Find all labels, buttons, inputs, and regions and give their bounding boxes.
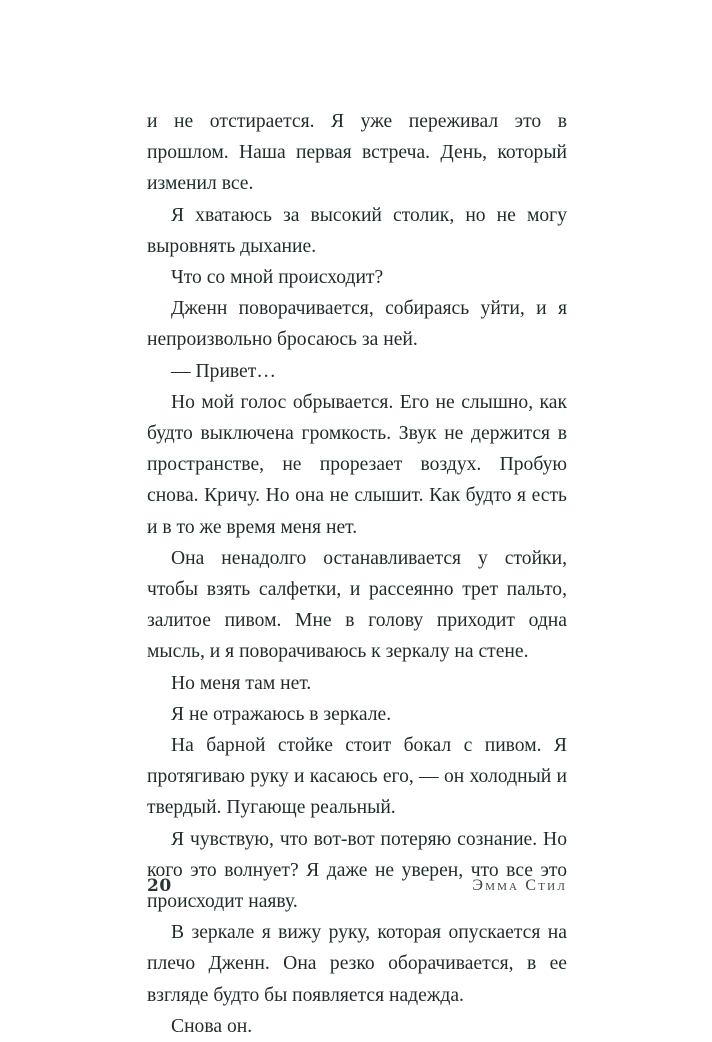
paragraph: В зеркале я вижу руку, которая опускается на плечо Дженн. Она резко оборачивается, в ее взгляде будто бы появляется надежда. xyxy=(147,922,567,1006)
paragraph: и не отстирается. Я уже переживал это в прошлом. Наша первая встреча. День, который изменил все. xyxy=(147,111,567,195)
paragraph: На барной стойке стоит бокал с пивом. Я протягиваю руку и касаюсь его, — он холодный и твердый. Пугающе реальный. xyxy=(147,735,567,819)
page-number: 20 xyxy=(147,876,172,896)
paragraph: Я чувствую, что вот-вот потеряю сознание. Но кого это волнует? Я даже не уверен, что все это происходит наяву. xyxy=(147,828,567,913)
paragraph: Но меня там нет. xyxy=(171,672,312,694)
running-head-author: Эмма Стил xyxy=(472,877,567,894)
page-footer xyxy=(147,876,567,902)
paragraph: Что со мной происходит? xyxy=(171,267,384,289)
paragraph: Снова он. xyxy=(171,1015,253,1037)
paragraph: — Привет… xyxy=(171,360,276,382)
paragraph: Но мой голос обрывается. Его не слышно, как будто выключена громкость. Звук не держится в пространстве, не прорезает воздух. Пробую снова. Кричу. Но она не слышит. Как будто я есть и в то же время меня нет. xyxy=(147,391,567,538)
paragraph: Я не отражаюсь в зеркале. xyxy=(171,703,392,725)
paragraph: Я хватаюсь за высокий столик, но не могу выровнять дыхание. xyxy=(147,204,567,257)
paragraph: Дженн поворачивается, собираясь уйти, и я непроизвольно бросаюсь за ней. xyxy=(147,298,567,351)
paragraph: Она ненадолго останавливается у стойки, чтобы взять салфетки, и рассеянно трет пальто, залитое пивом. Мне в голову приходит одна мысль, и я поворачиваюсь к зеркалу на стене. xyxy=(147,547,567,663)
